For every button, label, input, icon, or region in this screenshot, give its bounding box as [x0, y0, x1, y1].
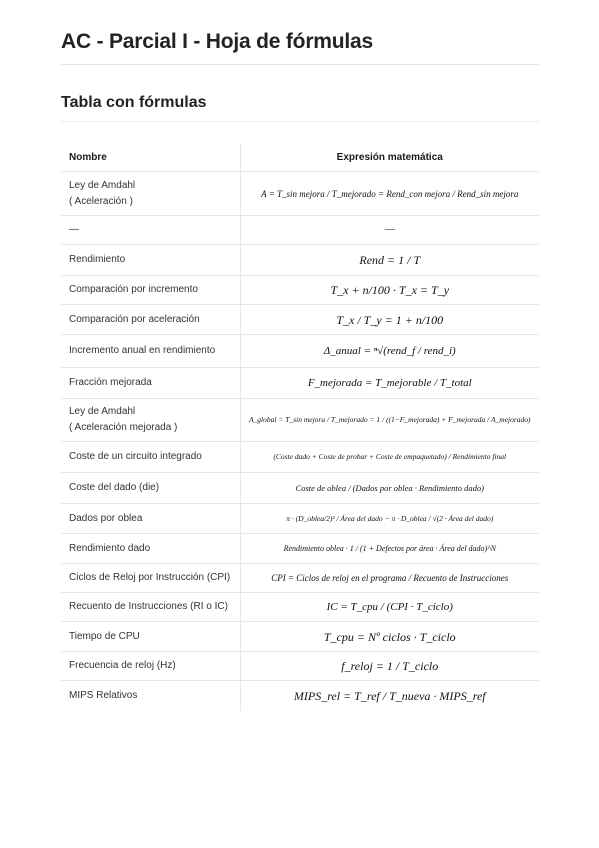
table-row [61, 622, 539, 652]
formula-name [61, 305, 240, 335]
formula-name [61, 399, 240, 442]
formula-name [61, 368, 240, 399]
formula-name [61, 216, 240, 245]
formula-expression: — [240, 216, 539, 245]
formula-expression: IC = T_cpu / (CPI · T_ciclo) [240, 593, 539, 622]
formula-expression: f_reloj = 1 / T_ciclo [240, 652, 539, 681]
formula-name-line: Rendimiento [69, 254, 126, 265]
formula-expression: A = T_sin mejora / T_mejorado = Rend_con mejora / Rend_sin mejora [240, 172, 539, 216]
formula-name [61, 504, 240, 534]
formula-name-line: Ley de Amdahl [69, 406, 136, 417]
formula-name [61, 335, 240, 368]
formula-name-line: Dados por oblea [69, 512, 143, 524]
table-row [61, 504, 539, 534]
table-row [61, 652, 539, 681]
formula-name-line: Frecuencia de reloj (Hz) [69, 660, 176, 671]
formulas-table [61, 144, 539, 711]
formula-name [61, 534, 240, 564]
formula-name [61, 276, 240, 305]
table-row [61, 305, 539, 335]
formula-name-line: MIPS Relativos [69, 689, 138, 701]
table-row [61, 473, 539, 504]
formula-name [61, 473, 240, 504]
formula-name [61, 564, 240, 593]
formula-name-line: Coste del dado (die) [69, 482, 160, 493]
formula-expression: T_x + n/100 · T_x = T_y [240, 276, 539, 305]
formula-name-line: ( Aceleración ) [69, 195, 133, 207]
formula-name-line: Fracción mejorada [69, 377, 152, 388]
table-row [61, 335, 539, 368]
formula-name-line: Tiempo de CPU [69, 630, 140, 642]
formula-expression: Rend = 1 / T [240, 245, 539, 276]
table-header-row [61, 144, 539, 172]
title-divider [61, 64, 539, 65]
table-row [61, 681, 539, 711]
formula-name-line: Comparación por incremento [69, 284, 198, 295]
table-row [61, 564, 539, 593]
formula-expression: MIPS_rel = T_ref / T_nueva · MIPS_ref [240, 681, 539, 711]
formula-expression: F_mejorada = T_mejorable / T_total [240, 368, 539, 399]
formula-name [61, 681, 240, 711]
table-row [61, 276, 539, 305]
formula-expression: (Coste dado + Coste de probar + Coste de empaquetado) / Rendimiento final [240, 442, 539, 473]
table-row [61, 172, 539, 216]
table-row [61, 368, 539, 399]
formula-name-line: Recuento de Instrucciones (RI o IC) [69, 601, 228, 612]
formula-name [61, 442, 240, 473]
formula-name [61, 593, 240, 622]
document-title: AC - Parcial I - Hoja de fórmulas [61, 30, 373, 53]
formula-expression: Rendimiento oblea · 1 / (1 + Defectos por área · Área del dado)^N [240, 534, 539, 564]
formula-expression: Δ_anual = ⁿ√(rend_f / rend_i) [240, 335, 539, 368]
formula-name-line: — [69, 224, 79, 235]
formula-name-line: ( Aceleración mejorada ) [69, 422, 178, 433]
table-row [61, 442, 539, 473]
formula-name-line: Coste de un circuito integrado [69, 451, 202, 462]
table-row [61, 399, 539, 442]
section-title: Tabla con fórmulas [61, 94, 207, 111]
column-header-expression: Expresión matemática [240, 144, 539, 172]
formula-name-line: Incremento anual en rendimiento [69, 345, 216, 356]
formula-expression: π · (D_oblea/2)² / Área del dado − π · D_oblea / √(2 · Área del dado) [240, 504, 539, 534]
formula-name-line: Ley de Amdahl [69, 179, 136, 191]
table-row [61, 593, 539, 622]
table-row [61, 216, 539, 245]
formula-name [61, 245, 240, 276]
table-row [61, 534, 539, 564]
formula-name-line: Ciclos de Reloj por Instrucción (CPI) [69, 572, 231, 583]
section-divider [61, 121, 539, 122]
formula-expression: T_cpu = Nº ciclos · T_ciclo [240, 622, 539, 652]
formula-name-line: Rendimiento dado [69, 542, 151, 554]
table-row [61, 245, 539, 276]
formula-expression: Coste de oblea / (Dados por oblea · Rendimiento dado) [240, 473, 539, 504]
formula-name-line: Comparación por aceleración [69, 313, 200, 325]
formula-expression: CPI = Ciclos de reloj en el programa / Recuento de Instrucciones [240, 564, 539, 593]
formula-name [61, 622, 240, 652]
formula-expression: T_x / T_y = 1 + n/100 [240, 305, 539, 335]
formula-name [61, 652, 240, 681]
formula-name [61, 172, 240, 216]
column-header-name: Nombre [61, 144, 240, 172]
formula-expression: A_global = T_sin mejora / T_mejorado = 1 / ((1−F_mejorada) + F_mejorada / A_mejorado) [240, 399, 539, 442]
